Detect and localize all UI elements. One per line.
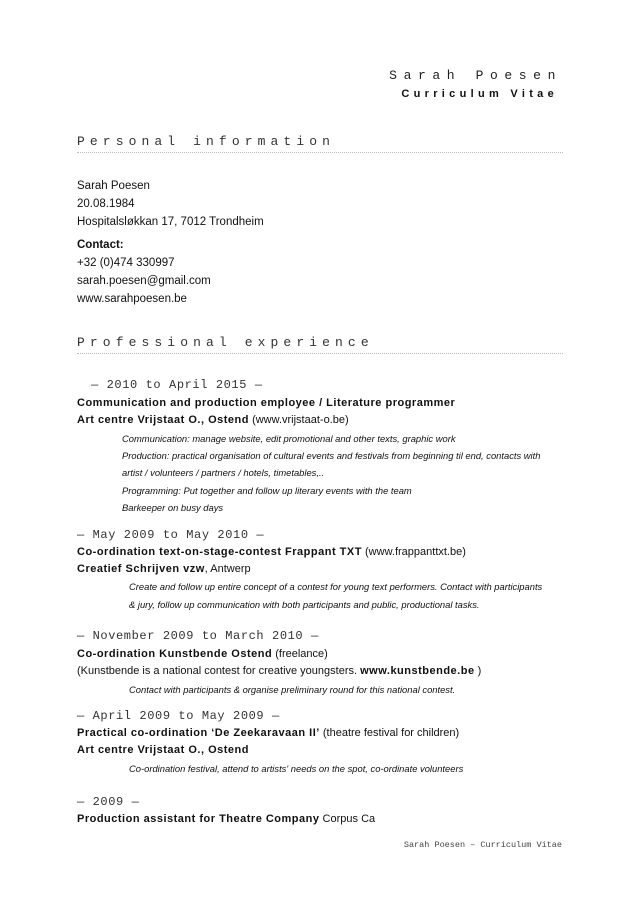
- section-title-personal: Personal information: [77, 134, 563, 153]
- entry-1-date: — 2010 to April 2015 —: [91, 378, 263, 392]
- contact-phone: +32 (0)474 330997: [77, 257, 175, 269]
- header-name: Sarah Poesen: [389, 68, 562, 83]
- entry-4-role-note: (theatre festival for children): [322, 727, 460, 739]
- entry-2-desc-1: Create and follow up entire concept of a contest for young text performers. Contact with participants: [129, 581, 543, 592]
- entry-4-org: [77, 744, 249, 756]
- header-subtitle: Curriculum Vitae: [401, 88, 558, 100]
- entry-2-date: — May 2009 to May 2010 —: [77, 528, 265, 542]
- entry-2-desc-2: & jury, follow up communication with both participants and public, productional tasks.: [129, 599, 480, 610]
- entry-1-desc-1: Communication: manage website, edit promotional and other texts, graphic work: [122, 433, 456, 444]
- entry-4-org-name: Art centre Vrijstaat O., Ostend: [77, 744, 249, 756]
- entry-3-desc-link[interactable]: www.kunstbende.be: [360, 665, 475, 677]
- entry-4-date: — April 2009 to May 2009 —: [77, 709, 280, 723]
- entry-3-role: [77, 648, 328, 660]
- entry-5-date: — 2009 —: [77, 795, 140, 809]
- entry-3-desc-1: Contact with participants & organise preliminary round for this national contest.: [129, 684, 456, 695]
- entry-1-desc-4: Programming: Put together and follow up literary events with the team: [122, 485, 412, 496]
- entry-4-desc-1: Co-ordination festival, attend to artists' needs on the spot, co-ordinate volunteers: [129, 763, 464, 774]
- entry-5-role-title: Production assistant for Theatre Company: [77, 813, 320, 825]
- entry-1-role-title: Communication and production employee / Literature programmer: [77, 397, 456, 409]
- entry-2-role-title: Co-ordination text-on-stage-contest Frappant TXT: [77, 546, 362, 558]
- entry-1-org-link[interactable]: (www.vrijstaat-o.be): [252, 414, 349, 426]
- entry-3-desc-post: ): [477, 665, 482, 677]
- contact-website[interactable]: www.sarahpoesen.be: [77, 293, 187, 305]
- personal-dob: 20.08.1984: [77, 198, 135, 210]
- personal-name: Sarah Poesen: [77, 180, 150, 192]
- entry-2-org-place: , Antwerp: [204, 563, 251, 575]
- entry-3-role-note: (freelance): [275, 648, 328, 660]
- contact-label: Contact:: [77, 239, 124, 251]
- personal-address: Hospitalsløkkan 17, 7012 Trondheim: [77, 216, 264, 228]
- entry-2-role-link[interactable]: (www.frappanttxt.be): [365, 546, 466, 558]
- entry-3-desc: [77, 665, 481, 677]
- entry-5-role-note: Corpus Ca: [322, 813, 376, 825]
- entry-3-date: — November 2009 to March 2010 —: [77, 629, 319, 643]
- entry-1-desc-5: Barkeeper on busy days: [122, 502, 224, 513]
- section-title-experience: Professional experience: [77, 335, 563, 354]
- entry-3-role-title: Co-ordination Kunstbende Ostend: [77, 648, 273, 660]
- page-footer: Sarah Poesen – Curriculum Vitae: [403, 840, 562, 850]
- contact-email[interactable]: sarah.poesen@gmail.com: [77, 275, 211, 287]
- entry-4-role-title: Practical co-ordination ‘De Zeekaravaan II’: [77, 727, 320, 739]
- entry-4-role: [77, 727, 459, 739]
- entry-1-org: [77, 414, 349, 426]
- entry-5-role: [77, 813, 375, 825]
- entry-3-desc-pre: (Kunstbende is a national contest for creative youngsters.: [77, 665, 358, 677]
- entry-1-role: [77, 397, 455, 409]
- entry-2-org-name: Creatief Schrijven vzw: [77, 563, 205, 575]
- personal-details: [77, 177, 567, 231]
- entry-1-desc-2: Production: practical organisation of cultural events and festivals from beginning til end, contacts with: [122, 450, 541, 461]
- entry-2-role: [77, 546, 466, 558]
- contact-details: [77, 236, 567, 308]
- entry-1-desc-3: artist / volunteers / partners / hotels, timetables,..: [122, 467, 325, 478]
- entry-1-org-name: Art centre Vrijstaat O., Ostend: [77, 414, 249, 426]
- entry-2-org: [77, 563, 251, 575]
